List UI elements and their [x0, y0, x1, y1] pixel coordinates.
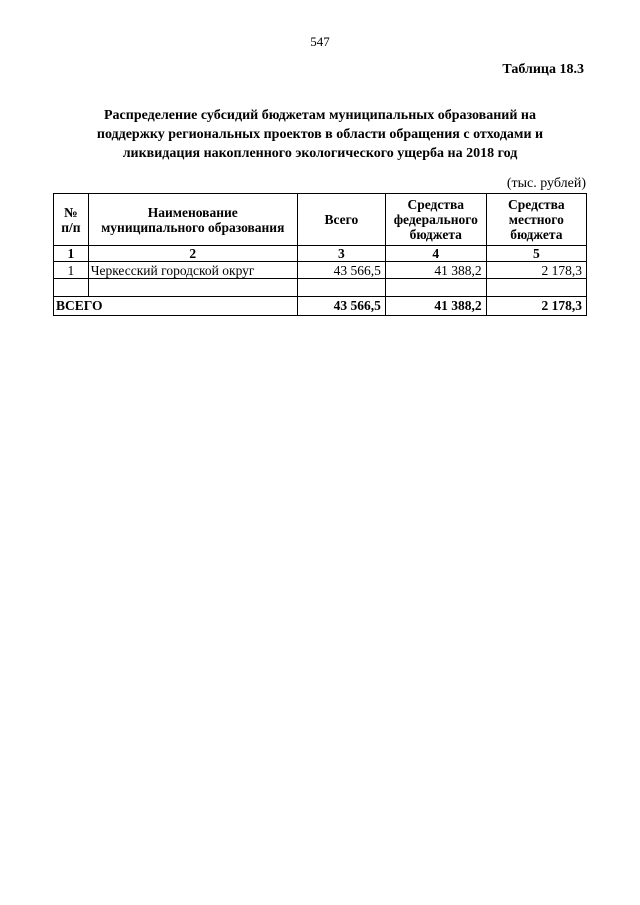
header-name — [88, 194, 297, 246]
grand-total: 43 566,5 — [297, 297, 385, 316]
header-name-line-1: Наименование — [147, 204, 238, 220]
header-federal-line-3: бюджета — [409, 227, 462, 242]
empty-cell — [297, 279, 385, 297]
title-line-2: поддержку региональных проектов в области обращения с отходами и — [96, 127, 544, 142]
grand-local: 2 178,3 — [486, 297, 586, 316]
column-number: 5 — [486, 246, 586, 262]
header-federal-line-1: Средства — [407, 197, 465, 212]
row-local: 2 178,3 — [486, 262, 586, 279]
subsidy-table — [53, 193, 587, 316]
header-number-line-1: № — [64, 204, 78, 220]
total-row — [54, 297, 587, 316]
grand-federal: 41 388,2 — [385, 297, 486, 316]
title-line-3: ликвидация накопленного экологического ущерба на 2018 год — [122, 146, 518, 161]
title-line-1: Распределение субсидий бюджетам муниципальных образований на — [104, 108, 536, 123]
header-federal — [385, 194, 486, 246]
column-number: 3 — [297, 246, 385, 262]
empty-cell — [486, 279, 586, 297]
header-total-line-1: Всего — [324, 212, 359, 227]
empty-cell — [54, 279, 89, 297]
header-row — [54, 194, 587, 246]
empty-cell — [88, 279, 297, 297]
header-local-line-2: местного — [508, 212, 564, 227]
total-label: ВСЕГО — [54, 297, 298, 316]
municipality-name: Черкесский городской округ — [88, 262, 297, 279]
column-number: 2 — [88, 246, 297, 262]
table-row — [54, 262, 587, 279]
header-number — [54, 194, 89, 246]
header-local — [486, 194, 586, 246]
column-number-row — [54, 246, 587, 262]
empty-row — [54, 279, 587, 297]
column-number: 1 — [54, 246, 89, 262]
table-label: Таблица 18.3 — [502, 62, 584, 77]
page-number: 547 — [310, 34, 330, 49]
units-note: (тыс. рублей) — [506, 176, 586, 191]
row-total: 43 566,5 — [297, 262, 385, 279]
header-name-line-2: муниципального образования — [101, 219, 285, 235]
document-title — [70, 106, 570, 163]
column-number: 4 — [385, 246, 486, 262]
header-federal-line-2: федерального — [393, 212, 478, 227]
header-local-line-1: Средства — [508, 197, 565, 212]
row-number: 1 — [54, 262, 89, 279]
header-total — [297, 194, 385, 246]
header-local-line-3: бюджета — [510, 227, 563, 242]
empty-cell — [385, 279, 486, 297]
header-number-line-2: п/п — [61, 219, 81, 235]
row-federal: 41 388,2 — [385, 262, 486, 279]
